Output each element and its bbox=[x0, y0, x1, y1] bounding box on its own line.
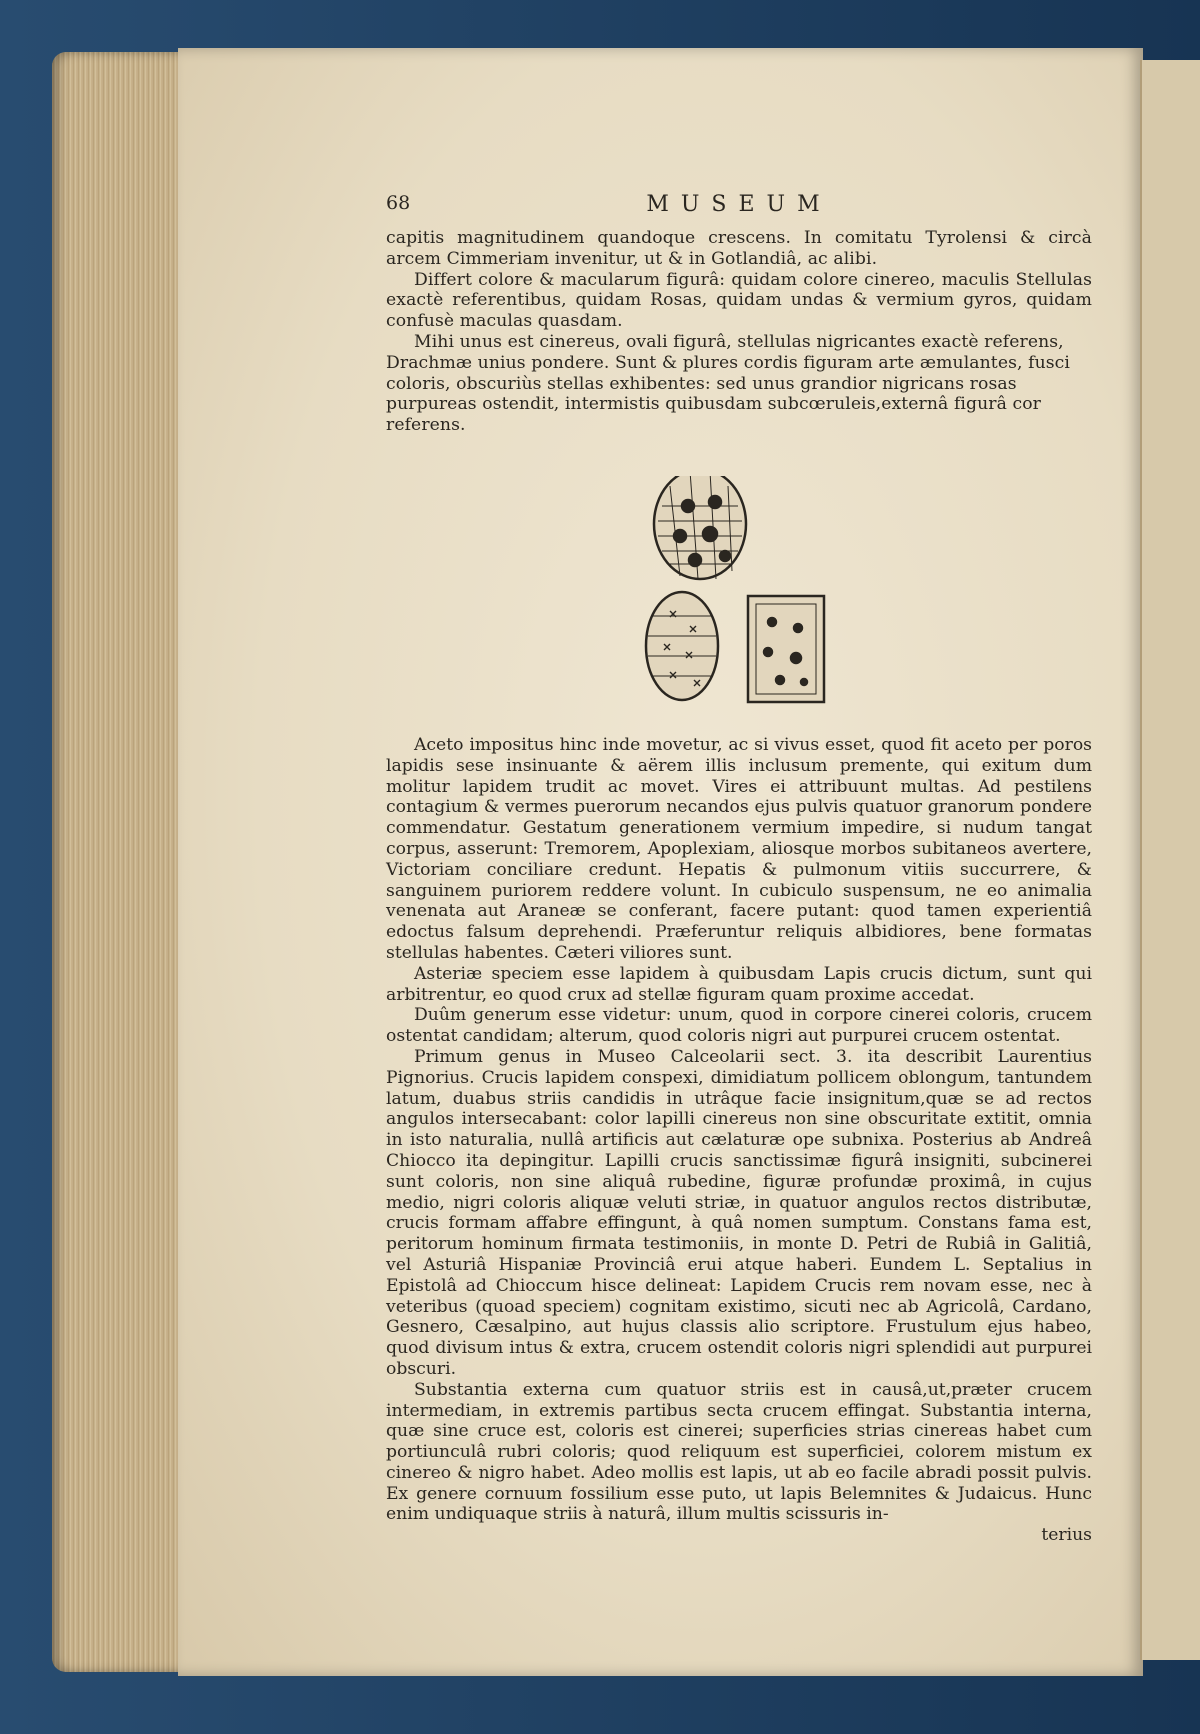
oval-stone-rosas bbox=[654, 476, 746, 579]
stone-illustration bbox=[640, 476, 860, 706]
square-stone bbox=[748, 596, 824, 702]
paragraph-1: capitis magnitudinem quandoque crescens. In comitatu Tyrolensi & circà arcem Cimmeriam invenitur, ut & in Gotlandiâ, ac alibi. bbox=[386, 228, 1092, 269]
paragraph-6: Duûm generum esse videtur: unum, quod in corpore cinerei coloris, crucem ostentat candidam; alterum, quod coloris nigri aut purpurei crucem ostentat. bbox=[386, 1005, 1092, 1047]
paragraph-7: Primum genus in Museo Calceolarii sect. 3. ita describit Laurentius Pignorius. Crucis lapidem conspexi, dimidiatum pollicem oblongum, tantundem latum, duabus striis candidis in utrâque facie insignitum,quæ se ad rectos angulos intersecabant: color lapilli cinereus non sine obscuritate extitit, omnia in isto naturalia, nullâ artificis aut cælaturæ ope subnixa. Posterius ab Andreâ Chiocco ita depingitur. Lapilli crucis sanctissimæ figurâ insigniti, subcinerei sunt coloris, non sine aliquâ rubedine, figuræ profundæ proximâ, in cujus medio, nigri coloris aliquæ veluti striæ, in quatuor angulos rectos distributæ, crucis formam affabre effingunt, à quâ nomen sumptum. Constans fama est, peritorum hominum firmata testimoniis, in monte D. Petri de Rubiâ in Galitiâ, vel Asturiâ Hispaniæ Provinciâ erui atque haberi. Eundem L. Septalius in Epistolâ ad Chioccum hisce delineat: Lapidem Crucis rem novam esse, nec à veteribus (quoad speciem) cognitam existimo, sicuti nec ab Agricolâ, Cardano, Gesnero, Cæsalpino, aut hujus classis alio scriptore. Frustulum ejus habeo, quod divisum intus & extra, crucem ostendit coloris nigri splendidi aut purpurei obscuri. bbox=[386, 1046, 1092, 1379]
paragraph-2: Differt colore & macularum figurâ: quidam colore cinereo, maculis Stellulas exactè referentibus, quidam Rosas, quidam undas & vermium gyros, quidam confusè maculas quasdam. bbox=[386, 269, 1092, 332]
running-title: MUSEUM bbox=[646, 192, 832, 217]
text-top bbox=[386, 228, 1092, 436]
paragraph-8: Substantia externa cum quatuor striis est in causâ,ut,præter crucem intermediam, in extremis partibus secta crucem effingat. Substantia interna, quæ sine cruce est, coloris est cinerei; superficies strias cinereas habet cum portiunculâ rubri coloris; quod reliquum est superficiei, colorem mistum ex cinereo & nigro habet. Adeo mollis est lapis, ut ab eo facile abradi possit pulvis. Ex genere cornuum fossilium esse puto, ut lapis Belemnites & Judaicus. Hunc enim undiquaque striis à naturâ, illum multis scissuris in- bbox=[386, 1379, 1092, 1525]
page-number: 68 bbox=[386, 192, 411, 214]
paragraph-5: Asteriæ speciem esse lapidem à quibusdam Lapis crucis dictum, sunt qui arbitrentur, eo quod crux ad stellæ figuram quam proxime accedat. bbox=[386, 963, 1092, 1005]
oval-stone-stellulas bbox=[646, 592, 718, 700]
text-bottom bbox=[386, 735, 1092, 1546]
paragraph-3: Mihi unus est cinereus, ovali figurâ, stellulas nigricantes exactè referens, Drachmæ unius pondere. Sunt & plures cordis figuram arte æmulantes, fusci coloris, obscuriùs stellas exhibentes: sed unus grandior nigricans rosas purpureas ostendit, intermistis quibusdam subcœruleis,externâ figurâ cor referens. bbox=[386, 331, 1071, 436]
catchword: terius bbox=[1041, 1525, 1092, 1546]
right-page-edge bbox=[1140, 60, 1200, 1660]
paragraph-4: Aceto impositus hinc inde movetur, ac si vivus esset, quod fit aceto per poros lapidis sese insinuante & aërem illis inclusum premente, qui exitum dum molitur lapidem trudit ac movet. Vires ei attribuunt multas. Ad pestilens contagium & vermes puerorum necandos ejus pulvis quatuor granorum pondere commendatur. Gestatum generationem vermium impedire, si nudum tangat corpus, asserunt: Tremorem, Apoplexiam, aliosque morbos subitaneos avertere, Victoriam conciliare credunt. Hepatis & pulmonum vitiis succurrere, & sanguinem puriorem reddere volunt. In cubiculo suspensum, ne eo animalia venenata aut Araneæ se conferant, facere putant: quod tamen experientiâ edoctus falsum deprehendi. Præferuntur reliquis albidiores, bene formatas stellulas habentes. Cæteri viliores sunt. bbox=[386, 735, 1092, 963]
running-head bbox=[386, 192, 1092, 220]
